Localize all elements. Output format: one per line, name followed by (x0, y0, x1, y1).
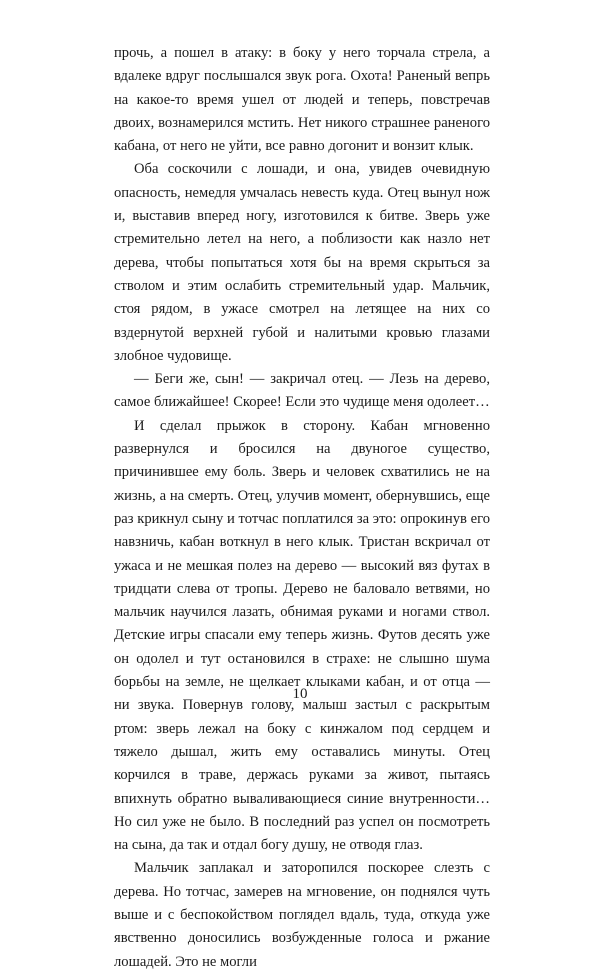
body-text (114, 42, 490, 974)
paragraph-2: Оба соскочили с лошади, и она, увидев очевидную опасность, немедля умчалась невесть куда. Отец вынул нож и, выставив вперед ногу, изготовился к битве. Зверь уже стремительно летел на него, а поблизости как назло нет дерева, чтобы попытаться хотя бы на время скрыться за стволом и этим ослабить стремительный удар. Мальчик, стоя рядом, в ужасе смотрел на летящее на них со вздернутой верхней губой и налитыми кровью глазами злобное чудовище. (114, 161, 490, 364)
paragraph-5: Мальчик заплакал и заторопился поскорее слезть с дерева. Но тотчас, замерев на мгновение, он поднялся чуть выше и с беспокойством поглядел вдаль, туда, откуда уже явственно доносились возбужденные голоса и ржание лошадей. Это не могли (114, 860, 490, 970)
paragraph-3: — Беги же, сын! — закричал отец. — Лезь на дерево, самое ближайшее! Скорее! Если это чудище меня одолеет… (114, 371, 490, 411)
paragraph-4: И сделал прыжок в сторону. Кабан мгновенно развернулся и бросился на двуногое существо, причинившее ему боль. Зверь и человек схватились не на жизнь, а на смерть. Отец, улучив момент, обернувшись, еще раз крикнул сыну и тотчас поплатился за это: опрокинув его навзничь, кабан воткнул в него клык. Тристан вскричал от ужаса и не мешкая полез на дерево — высокий вяз футах в тридцати слева от тропы. Дерево не баловало ветвями, но мальчик научился лазать, обнимая руками и ногами ствол. Детские игры спасали ему теперь жизнь. Футов десять уже он одолел и тут остановился в страхе: не слышно шума борьбы на земле, не щелкает клыками кабан, и от отца — ни звука. Повернув голову, малыш застыл с раскрытым ртом: зверь лежал на боку с кинжалом под сердцем и тяжело дышал, жить ему оставались минуты. Отец корчился в траве, держась руками за живот, пытаясь впихнуть обратно вываливающиеся синие внутренности… Но сил уже не было. В последний раз успел он посмотреть на сына, да так и отдал богу душу, не отводя глаз. (114, 417, 490, 854)
page-number: 10 (292, 686, 308, 702)
paragraph-1: прочь, а пошел в атаку: в боку у него торчала стрела, а вдалеке вдруг послышался звук рога. Охота! Раненый вепрь на какое-то время ушел от людей и теперь, повстречав двоих, вознамерился мстить. Нет никого страшнее раненого кабана, от него не уйти, все равно догонит и вонзит клык. (114, 45, 490, 155)
